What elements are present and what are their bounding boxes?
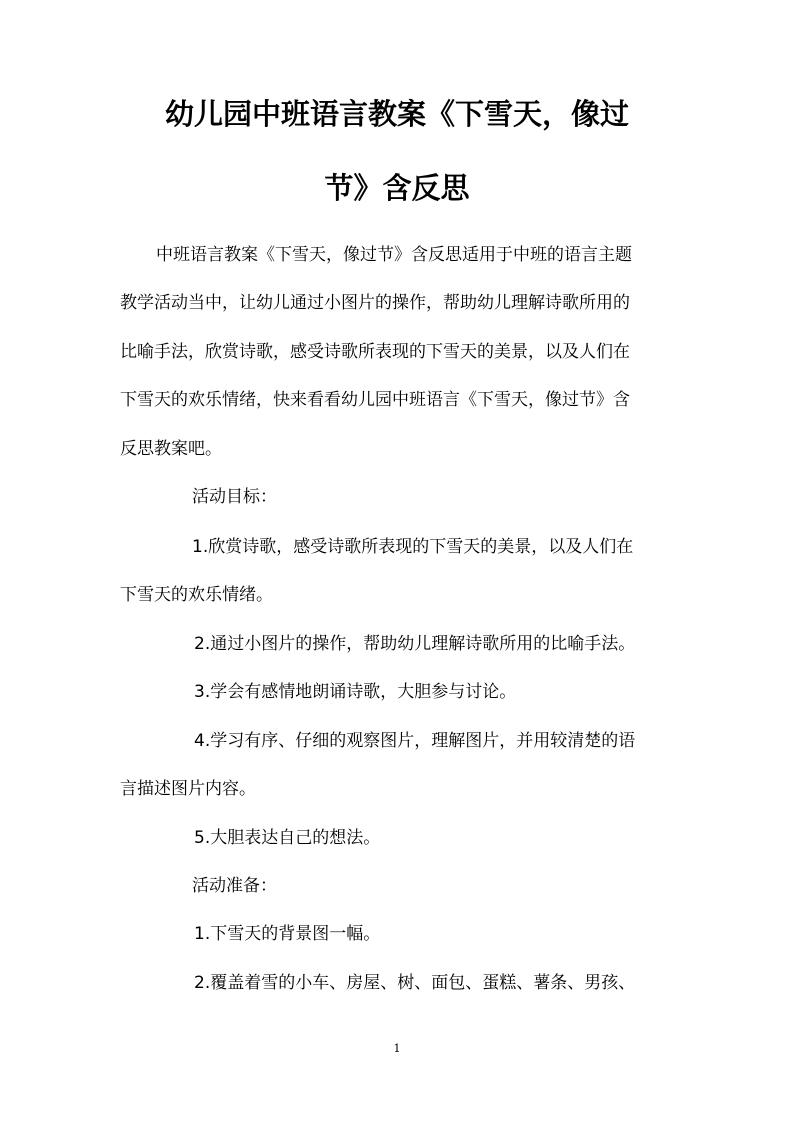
document-title-line-1: 幼儿园中班语言教案《下雪天，像过: [164, 97, 629, 131]
goal-item-3: 3.学会有感情地朗诵诗歌，大胆参与讨论。: [194, 682, 517, 702]
goal-item-1: 1.欣赏诗歌，感受诗歌所表现的下雪天的美景，以及人们在: [192, 537, 634, 557]
prep-item-2: 2.覆盖着雪的小车、房屋、树、面包、蛋糕、薯条、男孩、: [194, 973, 636, 993]
goal-item-1-continued: 下雪天的欢乐情绪。: [120, 585, 273, 605]
goal-item-4: 4.学习有序、仔细的观察图片，理解图片，并用较清楚的语: [194, 731, 636, 751]
intro-line-2: 教学活动当中，让幼儿通过小图片的操作，帮助幼儿理解诗歌所用的: [120, 293, 630, 313]
goals-heading: 活动目标：: [192, 487, 277, 507]
intro-line-1: 中班语言教案《下雪天，像过节》含反思适用于中班的语言主题: [156, 245, 632, 265]
goal-item-5: 5.大胆表达自己的想法。: [194, 828, 381, 848]
page-number: 1: [393, 1042, 401, 1055]
intro-line-5: 反思教案吧。: [120, 439, 222, 459]
prep-item-1: 1.下雪天的背景图一幅。: [194, 924, 381, 944]
intro-line-4: 下雪天的欢乐情绪，快来看看幼儿园中班语言《下雪天，像过节》含: [120, 390, 630, 410]
goal-item-4-continued: 言描述图片内容。: [120, 779, 256, 799]
intro-line-3: 比喻手法，欣赏诗歌，感受诗歌所表现的下雪天的美景，以及人们在: [120, 342, 630, 362]
prep-heading: 活动准备：: [192, 876, 277, 896]
document-title-line-2: 节》含反思: [324, 171, 470, 205]
goal-item-2: 2.通过小图片的操作，帮助幼儿理解诗歌所用的比喻手法。: [194, 634, 636, 654]
